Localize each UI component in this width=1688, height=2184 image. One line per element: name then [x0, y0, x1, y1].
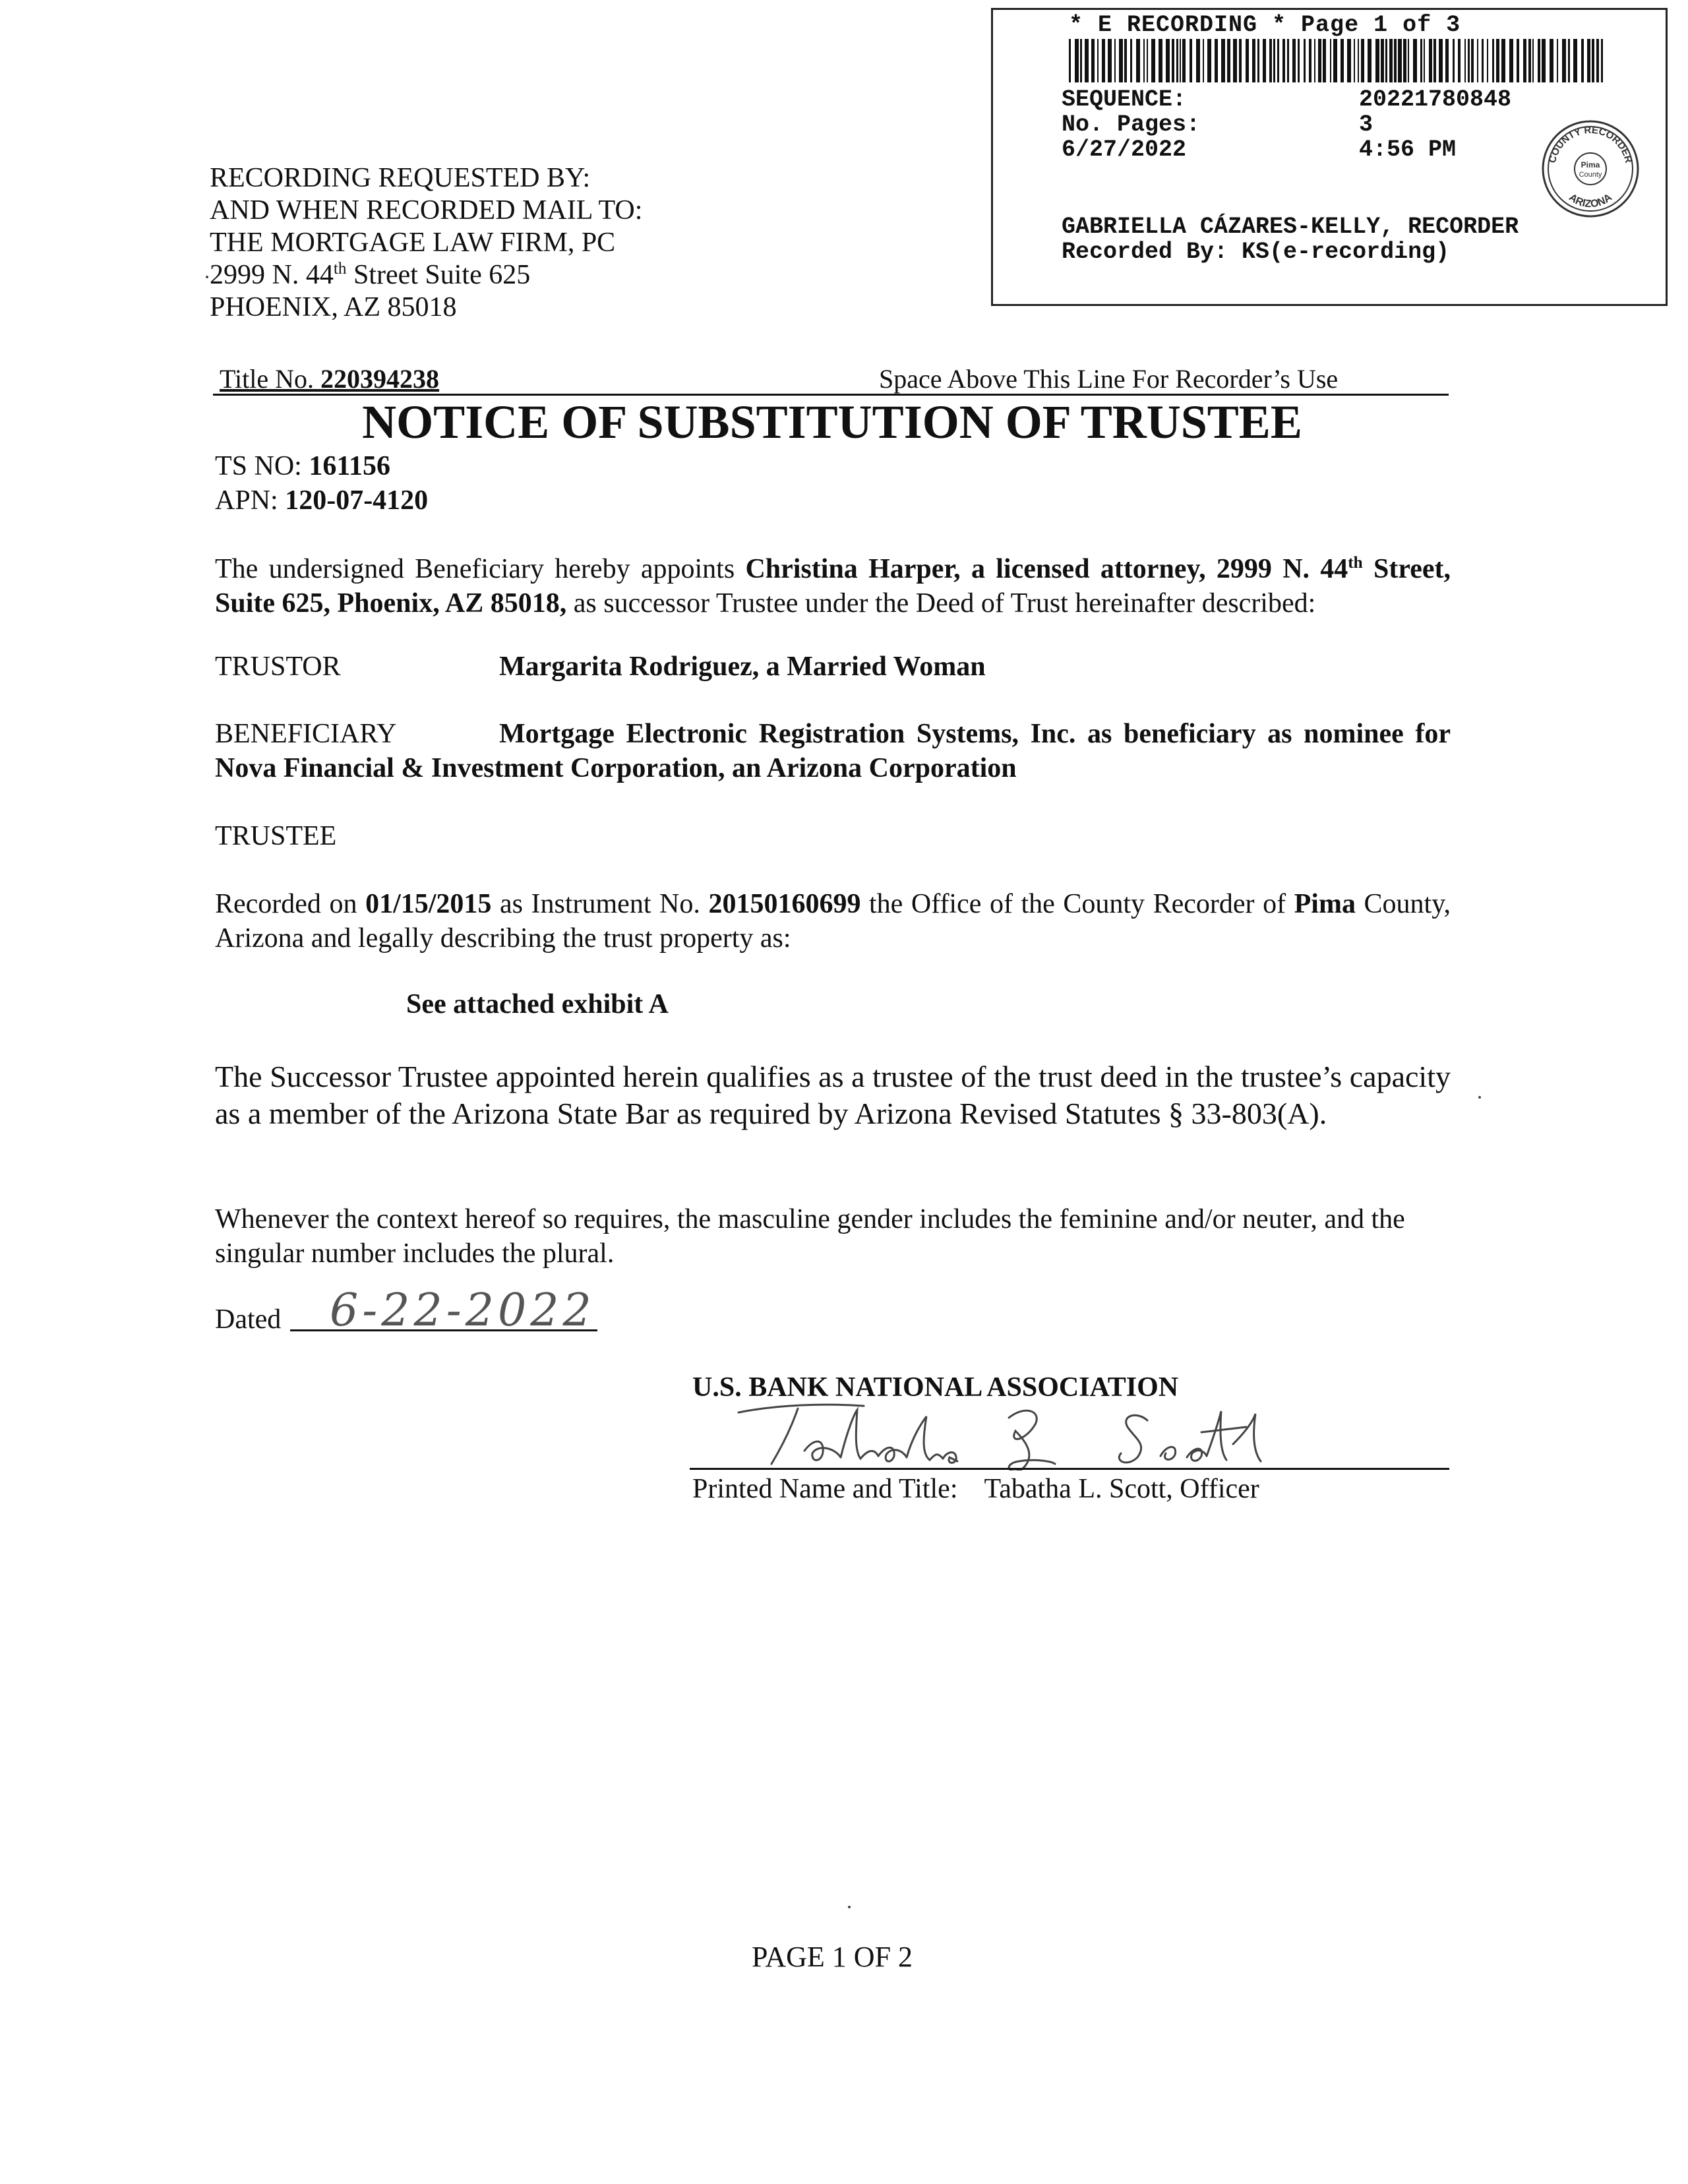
barcode-bar [1119, 39, 1123, 82]
document-title: NOTICE OF SUBSTITUTION OF TRUSTEE [362, 396, 1302, 448]
dated-label: Dated [215, 1304, 282, 1335]
stamp-sequence-label: SEQUENCE: [1062, 86, 1187, 113]
barcode-bar [1439, 39, 1443, 82]
barcode-bar [1532, 39, 1534, 82]
barcode-bar [1233, 39, 1237, 82]
barcode-bar [1166, 39, 1170, 82]
barcode-bar [1385, 39, 1387, 82]
barcode-bar [1592, 39, 1594, 82]
printed-name-title [692, 1472, 1259, 1506]
barcode-bar [1482, 39, 1484, 82]
barcode-bar [1091, 39, 1095, 82]
barcode-bar [1304, 39, 1306, 82]
trustee-label: TRUSTEE [215, 821, 337, 851]
barcode-bar [1389, 39, 1393, 82]
barcode-bar [1143, 39, 1145, 82]
barcode-bar [1196, 39, 1200, 82]
barcode-bar [1182, 39, 1186, 82]
barcode-bar [1246, 39, 1249, 82]
barcode-bar [1354, 39, 1355, 82]
barcode-bar [1464, 39, 1466, 82]
barcode-bar [1190, 39, 1192, 82]
return-address [210, 162, 642, 324]
barcode-bar [1517, 39, 1519, 82]
barcode-bar [1596, 39, 1599, 82]
barcode-bar [1269, 39, 1272, 82]
barcode-bar [1550, 39, 1553, 82]
svg-text:Pima: Pima [1581, 160, 1600, 169]
barcode-bar [1492, 39, 1494, 82]
barcode-bar [1538, 39, 1540, 82]
svg-text:COUNTY RECORDER: COUNTY RECORDER [1546, 124, 1635, 164]
barcode-bar [1487, 39, 1488, 82]
barcode-bar [1557, 39, 1558, 82]
barcode-bar [1176, 39, 1178, 82]
barcode-bar [1341, 39, 1344, 82]
barcode-bar [1381, 39, 1384, 82]
barcode-bar [1287, 39, 1289, 82]
barcode-bar [1375, 39, 1379, 82]
barcode-bar [1413, 39, 1417, 82]
title-number-line [213, 365, 1449, 396]
barcode-bar [1263, 39, 1266, 82]
barcode-bar [1097, 39, 1099, 82]
return-address-street: 2999 N. 44th Street Suite 625 [210, 260, 531, 290]
barcode-bar [1445, 39, 1449, 82]
barcode-bar [1180, 39, 1181, 82]
barcode-bar [1509, 39, 1513, 82]
barcode-bar [1172, 39, 1174, 82]
barcode-bar [1523, 39, 1526, 82]
barcode-bar [1075, 39, 1079, 82]
dated-value: 6-22-2022 [330, 1285, 595, 1337]
barcode-bar [1136, 39, 1140, 82]
barcode-bar [1314, 39, 1315, 82]
stamp-time: 4:56 PM [1359, 136, 1457, 163]
barcode-bar [1542, 39, 1546, 82]
county-seal-icon [1540, 119, 1641, 219]
barcode-bar [1568, 39, 1570, 82]
scan-speck [206, 276, 208, 278]
barcode-bar [1323, 39, 1326, 82]
scan-speck [1478, 1096, 1481, 1099]
printed-name-value: Tabatha L. Scott, Officer [984, 1474, 1259, 1504]
barcode-bar [1130, 39, 1132, 82]
barcode-bar [1318, 39, 1321, 82]
barcode-bar [1252, 39, 1255, 82]
signature [725, 1398, 1292, 1471]
barcode [1069, 39, 1603, 82]
trustor-value: Margarita Rodriguez, a Married Woman [499, 652, 986, 682]
stamp-header: * E RECORDING * Page 1 of 3 [1069, 12, 1461, 38]
barcode-bar [1114, 39, 1116, 82]
barcode-bar [1501, 39, 1505, 82]
qualification-paragraph: The Successor Trustee appointed herein qualifies as a trustee of the trust deed in the trustee’s capacity as a member of the Arizona State Bar as required by Arizona Revised Statutes § 33-803(A). [215, 1060, 1451, 1130]
page-number: PAGE 1 OF 2 [751, 1941, 913, 1973]
barcode-bar [1151, 39, 1155, 82]
barcode-bar [1124, 39, 1127, 82]
barcode-bar [1424, 39, 1425, 82]
stamp-pages-label: No. Pages: [1062, 111, 1201, 138]
barcode-bar [1403, 39, 1406, 82]
beneficiary-row [215, 717, 1451, 785]
trustor-label: TRUSTOR [215, 652, 341, 682]
barcode-bar [1408, 39, 1409, 82]
barcode-bar [1471, 39, 1474, 82]
barcode-bar [1528, 39, 1531, 82]
barcode-bar [1394, 39, 1397, 82]
barcode-bar [1468, 39, 1470, 82]
barcode-bar [1282, 39, 1285, 82]
barcode-bar [1227, 39, 1230, 82]
barcode-bar [1458, 39, 1461, 82]
barcode-bar [1587, 39, 1590, 82]
recording-stamp [991, 8, 1668, 306]
barcode-bar [1420, 39, 1422, 82]
barcode-bar [1215, 39, 1218, 82]
barcode-bar [1601, 39, 1603, 82]
barcode-bar [1309, 39, 1311, 82]
barcode-bar [1277, 39, 1279, 82]
barcode-bar [1239, 39, 1242, 82]
barcode-bar [1358, 39, 1359, 82]
stamp-recorder: GABRIELLA CÁZARES-KELLY, RECORDER [1062, 214, 1519, 240]
barcode-bar [1102, 39, 1105, 82]
barcode-bar [1069, 39, 1071, 82]
ts-number: TS NO: 161156 [215, 451, 391, 481]
barcode-bar [1333, 39, 1337, 82]
barcode-bar [1573, 39, 1577, 82]
barcode-bar [1398, 39, 1402, 82]
barcode-bar [1292, 39, 1296, 82]
return-address-line: PHOENIX, AZ 85018 [210, 292, 457, 322]
stamp-date: 6/27/2022 [1062, 136, 1187, 163]
barcode-bar [1108, 39, 1112, 82]
scan-speck [848, 1906, 851, 1908]
signatory-bank: U.S. BANK NATIONAL ASSOCIATION [692, 1372, 1179, 1403]
beneficiary-label: BENEFICIARY [215, 719, 397, 749]
signature-line [690, 1468, 1449, 1470]
barcode-bar [1257, 39, 1259, 82]
barcode-bar [1273, 39, 1275, 82]
barcode-bar [1330, 39, 1331, 82]
barcode-bar [1147, 39, 1148, 82]
barcode-bar [1581, 39, 1584, 82]
stamp-sequence-value: 20221780848 [1359, 86, 1512, 113]
barcode-bar [1159, 39, 1162, 82]
stamp-recorded-by: Recorded By: KS(e-recording) [1062, 239, 1450, 265]
barcode-bar [1080, 39, 1082, 82]
barcode-bar [1085, 39, 1089, 82]
barcode-bar [1368, 39, 1372, 82]
barcode-bar [1361, 39, 1364, 82]
return-address-line: AND WHEN RECORDED MAIL TO: [210, 195, 643, 226]
barcode-bar [1433, 39, 1436, 82]
return-address-line: THE MORTGAGE LAW FIRM, PC [210, 228, 616, 258]
barcode-bar [1203, 39, 1204, 82]
return-address-line: RECORDING REQUESTED BY: [210, 163, 591, 193]
recorder-use-note: Space Above This Line For Recorder’s Use [879, 364, 1339, 394]
recording-paragraph: Recorded on 01/15/2015 as Instrument No. 20150160699 the Office of the County Recorder of Pima County, Arizona and legally describing the trust property as: [215, 889, 1451, 954]
barcode-bar [1347, 39, 1351, 82]
barcode-bar [1207, 39, 1211, 82]
barcode-bar [1221, 39, 1225, 82]
barcode-bar [1298, 39, 1300, 82]
gender-clause: Whenever the context hereof so requires, the masculine gender includes the feminine and/or neuter, and the singular number includes the plural. [215, 1204, 1405, 1269]
apn-number: APN: 120-07-4120 [215, 485, 429, 516]
barcode-bar [1453, 39, 1455, 82]
stamp-pages-value: 3 [1359, 111, 1373, 138]
exhibit-reference: See attached exhibit A [406, 989, 669, 1019]
barcode-bar [1562, 39, 1566, 82]
beneficiary-value: Mortgage Electronic Registration Systems, Inc. as beneficiary as nominee for Nova Financial & Investment Corporation, an Arizona Corporation [215, 719, 1451, 783]
svg-text:County: County [1579, 171, 1602, 179]
barcode-bar [1496, 39, 1499, 82]
barcode-bar [1477, 39, 1478, 82]
title-number: Title No. 220394238 [220, 364, 440, 394]
svg-text:ARIZONA: ARIZONA [1567, 191, 1614, 210]
appointment-paragraph: The undersigned Beneficiary hereby appoints Christina Harper, a licensed attorney, 2999 N. 44th Street, Suite 625, Phoenix, AZ 85018, as successor Trustee under the Deed of Trust hereinafter described: [215, 554, 1451, 619]
barcode-bar [1429, 39, 1432, 82]
printed-name-label: Printed Name and Title: [692, 1474, 958, 1504]
